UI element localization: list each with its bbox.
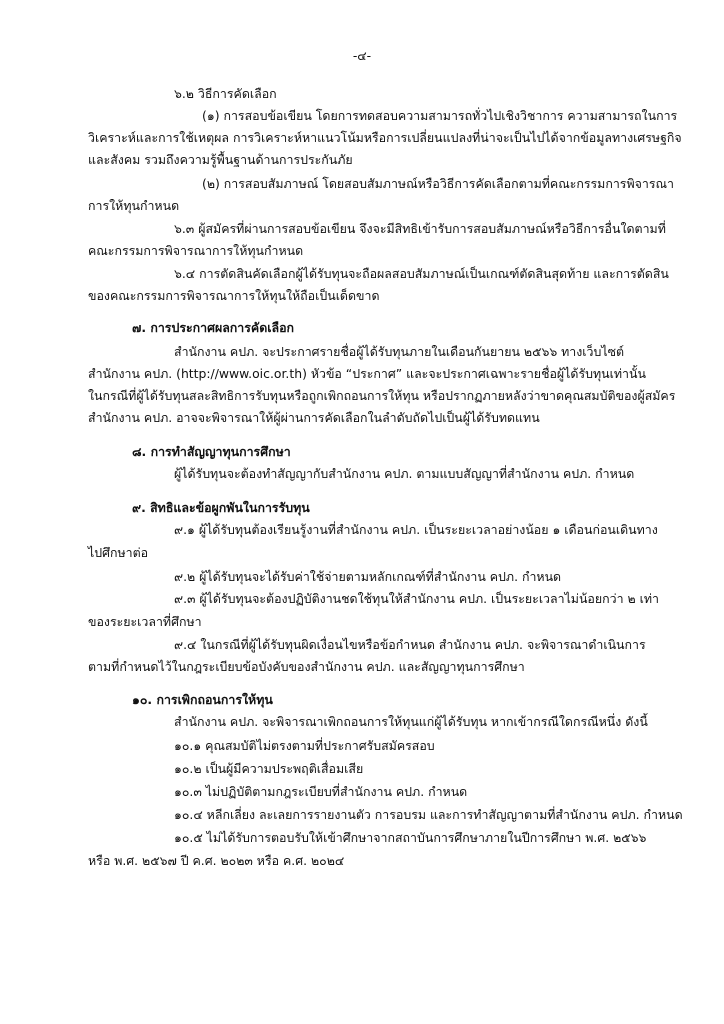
s6-2-2-line2: การให้ทุนกำหนด: [88, 198, 180, 213]
s10-heading: ๑๐. การเพิกถอนการให้ทุน: [132, 692, 273, 707]
s9-3-line2: ของระยะเวลาที่ศึกษา: [88, 614, 202, 629]
s7-para-line1: สำนักงาน คปภ. จะประกาศรายชื่อผู้ได้รับทุนภายในเดือนกันยายน ๒๕๖๖ ทางเว็บไซต์: [174, 344, 625, 359]
page-number: -๔-: [352, 48, 372, 63]
s10-item-2: ๑๐.๒ เป็นผู้มีความประพฤติเสื่อมเสีย: [174, 761, 364, 776]
s8-para-line1: ผู้ได้รับทุนจะต้องทำสัญญากับสำนักงาน คปภ. ตามแบบสัญญาที่สำนักงาน คปภ. กำหนด: [174, 466, 635, 481]
s6-3-line1: ๖.๓ ผู้สมัครที่ผ่านการสอบข้อเขียน จึงจะมีสิทธิเข้ารับการสอบสัมภาษณ์หรือวิธีการอื่นใดตามที่: [174, 221, 666, 236]
s7-para-line2: สำนักงาน คปภ. (http://www.oic.or.th) หัวข้อ “ประกาศ” และจะประกาศเฉพาะรายชื่อผู้ได้รับทุนเท่านั้น: [88, 366, 646, 381]
s6-2-heading: ๖.๒ วิธีการคัดเลือก: [174, 86, 277, 101]
s10-item-5-line2: หรือ พ.ศ. ๒๕๖๗ ปี ค.ศ. ๒๐๒๓ หรือ ค.ศ. ๒๐๒๔: [88, 853, 345, 868]
s10-item-5-line1: ๑๐.๕ ไม่ได้รับการตอบรับให้เข้าศึกษาจากสถาบันการศึกษาภายในปีการศึกษา พ.ศ. ๒๕๖๖: [174, 830, 647, 845]
s9-4-line1: ๙.๔ ในกรณีที่ผู้ได้รับทุนผิดเงื่อนไขหรือข้อกำหนด สำนักงาน คปภ. จะพิจารณาดำเนินการ: [174, 637, 646, 652]
s9-3-line1: ๙.๓ ผู้ได้รับทุนจะต้องปฏิบัติงานชดใช้ทุนให้สำนักงาน คปภ. เป็นระยะเวลาไม่น้อยกว่า ๒ เท่า: [174, 591, 659, 606]
s7-heading: ๗. การประกาศผลการคัดเลือก: [132, 320, 295, 335]
s10-intro: สำนักงาน คปภ. จะพิจารณาเพิกถอนการให้ทุนแก่ผู้ได้รับทุน หากเข้ากรณีใดกรณีหนึ่ง ดังนี้: [174, 714, 648, 729]
s6-2-1-line2: วิเคราะห์และการใช้เหตุผล การวิเคราะห์หาแนวโน้มหรือการเปลี่ยนแปลงที่น่าจะเป็นไปได้จากข้อมูลทางเศรษฐกิจ: [88, 130, 682, 145]
s6-2-1-line3: และสังคม รวมถึงความรู้พื้นฐานด้านการประกันภัย: [88, 152, 353, 167]
s10-item-4: ๑๐.๔ หลีกเลี่ยง ละเลยการรายงานตัว การอบรม และการทำสัญญาตามที่สำนักงาน คปภ. กำหนด: [174, 807, 683, 822]
s8-heading: ๘. การทำสัญญาทุนการศึกษา: [132, 444, 291, 459]
s9-1-line1: ๙.๑ ผู้ได้รับทุนต้องเรียนรู้งานที่สำนักงาน คปภ. เป็นระยะเวลาอย่างน้อย ๑ เดือนก่อนเดินทาง: [174, 522, 658, 537]
s10-item-3: ๑๐.๓ ไม่ปฏิบัติตามกฎระเบียบที่สำนักงาน คปภ. กำหนด: [174, 784, 468, 799]
s9-1-line2: ไปศึกษาต่อ: [88, 545, 149, 560]
s7-para-line4: สำนักงาน คปภ. อาจจะพิจารณาให้ผู้ผ่านการคัดเลือกในลำดับถัดไปเป็นผู้ได้รับทดแทน: [88, 410, 540, 425]
s9-4-line2: ตามที่กำหนดไว้ในกฎระเบียบข้อบังคับของสำนักงาน คปภ. และสัญญาทุนการศึกษา: [88, 659, 525, 674]
s6-4-line1: ๖.๔ การตัดสินคัดเลือกผู้ได้รับทุนจะถือผลสอบสัมภาษณ์เป็นเกณฑ์ตัดสินสุดท้าย และการตัดสิน: [174, 266, 669, 281]
s10-item-1: ๑๐.๑ คุณสมบัติไม่ตรงตามที่ประกาศรับสมัครสอบ: [174, 738, 435, 753]
s9-2-line1: ๙.๒ ผู้ได้รับทุนจะได้รับค่าใช้จ่ายตามหลักเกณฑ์ที่สำนักงาน คปภ. กำหนด: [174, 569, 562, 584]
s9-heading: ๙. สิทธิและข้อผูกพันในการรับทุน: [132, 500, 310, 515]
s7-para-line3: ในกรณีที่ผู้ได้รับทุนสละสิทธิการรับทุนหรือถูกเพิกถอนการให้ทุน หรือปรากฏภายหลังว่าขาดคุณสมบัติของผู้สมัคร: [88, 388, 676, 403]
s6-4-line2: ของคณะกรรมการพิจารณาการให้ทุนให้ถือเป็นเด็ดขาด: [88, 288, 380, 303]
s6-2-2-line1: (๒) การสอบสัมภาษณ์ โดยสอบสัมภาษณ์หรือวิธีการคัดเลือกตามที่คณะกรรมการพิจารณา: [202, 176, 674, 191]
s6-2-1-line1: (๑) การสอบข้อเขียน โดยการทดสอบความสามารถทั่วไปเชิงวิชาการ ความสามารถในการ: [202, 108, 678, 123]
s6-3-line2: คณะกรรมการพิจารณาการให้ทุนกำหนด: [88, 243, 304, 258]
